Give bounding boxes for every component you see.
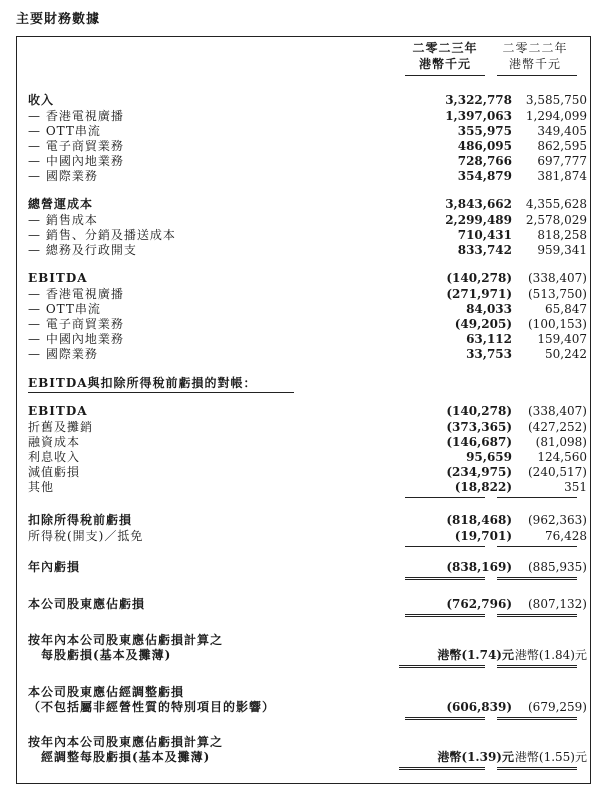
- value-current: (838,169): [446, 560, 512, 574]
- value-current: 33,753: [466, 347, 512, 361]
- value-current: (818,468): [446, 513, 512, 527]
- value-prior: 381,874: [537, 169, 587, 183]
- row-label: — 總務及行政開支: [28, 243, 137, 257]
- table-row: [28, 479, 587, 495]
- value-prior: (81,098): [535, 435, 587, 449]
- row-label: — 香港電視廣播: [28, 109, 124, 123]
- column-header-prior: [492, 40, 578, 72]
- value-current: 354,879: [457, 169, 512, 183]
- subtotal-rule-current: [405, 497, 485, 498]
- value-current: 3,843,662: [445, 197, 512, 211]
- value-prior: 3,585,750: [525, 93, 587, 107]
- subtotal-rule-prior: [497, 546, 577, 547]
- table-row: [28, 153, 587, 169]
- value-current: 728,766: [457, 154, 512, 168]
- value-current: 港幣(1.74)元: [437, 648, 514, 662]
- table-row: [28, 196, 587, 212]
- row-label: 折舊及攤銷: [28, 420, 94, 434]
- table-row: [28, 749, 587, 765]
- value-current: (234,975): [446, 465, 512, 479]
- row-label: 扣除所得稅前虧損: [28, 513, 133, 527]
- value-prior: (427,252): [528, 420, 587, 434]
- table-row: [28, 270, 587, 286]
- table-row: [28, 684, 587, 700]
- value-current: (140,278): [446, 404, 512, 418]
- table-row: [28, 512, 587, 528]
- value-prior: 697,777: [537, 154, 587, 168]
- value-current: 2,299,489: [445, 213, 512, 227]
- table-row: [28, 699, 587, 715]
- value-prior: 港幣(1.55)元: [514, 750, 587, 764]
- table-row: [28, 559, 587, 575]
- value-current: (18,822): [454, 480, 512, 494]
- row-label: 其他: [28, 480, 55, 494]
- value-current: 95,659: [466, 450, 512, 464]
- table-row: [28, 528, 587, 544]
- value-current: 710,431: [457, 228, 512, 242]
- value-current: (606,839): [446, 700, 512, 714]
- value-current: 833,742: [457, 243, 512, 257]
- table-row: [28, 108, 587, 124]
- value-prior: 351: [564, 480, 587, 494]
- value-prior: (679,259): [528, 700, 587, 714]
- table-row: [28, 138, 587, 154]
- table-row: [28, 464, 587, 480]
- total-double-rule-prior: [497, 577, 577, 580]
- table-row: [28, 212, 587, 228]
- column-header-prior-year: 二零二二年: [502, 41, 568, 55]
- row-label: EBITDA與扣除所得稅前虧損的對帳：: [28, 376, 257, 390]
- table-row: [28, 242, 587, 258]
- value-prior: (962,363): [528, 513, 587, 527]
- value-current: (271,971): [446, 287, 512, 301]
- section-heading: [28, 375, 587, 391]
- value-current: 1,397,063: [445, 109, 512, 123]
- table-row: [28, 596, 587, 612]
- value-current: (49,205): [454, 317, 512, 331]
- table-row: [28, 301, 587, 317]
- value-current: 3,322,778: [445, 93, 512, 107]
- row-label: — OTT串流: [28, 302, 101, 316]
- header-rule-prior: [497, 75, 577, 76]
- row-label: 按年內本公司股東應佔虧損計算之: [28, 633, 224, 647]
- table-row: [28, 227, 587, 243]
- value-prior: 4,355,628: [525, 197, 587, 211]
- table-row: [28, 123, 587, 139]
- value-prior: (100,153): [528, 317, 587, 331]
- row-label: 本公司股東應佔經調整虧損: [28, 685, 185, 699]
- table-row: [28, 331, 587, 347]
- row-label: 所得稅(開支)／抵免: [28, 529, 144, 543]
- value-prior: (885,935): [528, 560, 587, 574]
- value-prior: 港幣(1.84)元: [514, 648, 587, 662]
- value-prior: 862,595: [537, 139, 587, 153]
- table-row: [28, 168, 587, 184]
- row-label: — 香港電視廣播: [28, 287, 124, 301]
- row-label: 按年內本公司股東應佔虧損計算之: [28, 735, 224, 749]
- row-label: 收入: [28, 93, 55, 107]
- value-prior: 124,560: [537, 450, 587, 464]
- column-header-current: [402, 40, 488, 72]
- section-heading-underline: [28, 392, 294, 393]
- row-label: 減值虧損: [28, 465, 81, 479]
- value-current: 84,033: [466, 302, 512, 316]
- table-row: [28, 346, 587, 362]
- value-prior: 159,407: [537, 332, 587, 346]
- value-prior: 818,258: [537, 228, 587, 242]
- row-label: — OTT串流: [28, 124, 101, 138]
- value-current: 486,095: [457, 139, 512, 153]
- subtotal-rule-prior: [497, 497, 577, 498]
- table-row: [28, 403, 587, 419]
- value-prior: 349,405: [537, 124, 587, 138]
- table-row: [28, 286, 587, 302]
- value-prior: 1,294,099: [525, 109, 587, 123]
- row-label: 本公司股東應佔虧損: [28, 597, 146, 611]
- row-label: 融資成本: [28, 435, 81, 449]
- row-label: 每股虧損(基本及攤薄): [28, 648, 172, 662]
- value-current: (140,278): [446, 271, 512, 285]
- row-label: EBITDA: [28, 271, 88, 285]
- page-title: 主要財務數據: [16, 12, 101, 27]
- value-prior: (513,750): [528, 287, 587, 301]
- total-double-rule-prior: [497, 665, 577, 668]
- value-current: (146,687): [446, 435, 512, 449]
- value-prior: (338,407): [528, 404, 587, 418]
- value-prior: (240,517): [528, 465, 587, 479]
- table-row: [28, 92, 587, 108]
- column-header-current-year: 二零二三年: [412, 41, 478, 55]
- row-label: 利息收入: [28, 450, 81, 464]
- row-label: — 中國內地業務: [28, 332, 124, 346]
- row-label: 經調整每股虧損(基本及攤薄): [28, 750, 211, 764]
- table-row: [28, 419, 587, 435]
- table-row: [28, 734, 587, 750]
- row-label: — 銷售、分銷及播送成本: [28, 228, 176, 242]
- subtotal-rule-current: [405, 546, 485, 547]
- value-prior: 959,341: [537, 243, 587, 257]
- value-prior: 50,242: [545, 347, 587, 361]
- header-rule-current: [405, 75, 485, 76]
- total-double-rule-prior: [497, 717, 577, 720]
- row-label: 總營運成本: [28, 197, 94, 211]
- table-row: [28, 632, 587, 648]
- value-prior: (338,407): [528, 271, 587, 285]
- row-label: — 電子商貿業務: [28, 317, 124, 331]
- value-prior: 65,847: [545, 302, 587, 316]
- table-row: [28, 449, 587, 465]
- value-current: 355,975: [457, 124, 512, 138]
- row-label: — 中國內地業務: [28, 154, 124, 168]
- value-prior: 2,578,029: [525, 213, 587, 227]
- value-current: (762,796): [446, 597, 512, 611]
- row-label: EBITDA: [28, 404, 88, 418]
- value-current: 港幣(1.39)元: [437, 750, 514, 764]
- table-row: [28, 434, 587, 450]
- value-current: 63,112: [466, 332, 512, 346]
- total-double-rule-current: [405, 577, 485, 580]
- row-label: — 銷售成本: [28, 213, 98, 227]
- total-double-rule-prior: [497, 614, 577, 617]
- table-row: [28, 316, 587, 332]
- value-current: (373,365): [446, 420, 512, 434]
- column-header-current-unit: 港幣千元: [418, 57, 471, 71]
- total-double-rule-current: [405, 614, 485, 617]
- value-prior: 76,428: [545, 529, 587, 543]
- row-label: — 國際業務: [28, 347, 98, 361]
- total-double-rule-current: [399, 767, 485, 770]
- value-current: (19,701): [454, 529, 512, 543]
- total-double-rule-prior: [497, 767, 577, 770]
- column-header-prior-unit: 港幣千元: [508, 57, 561, 71]
- row-label: — 電子商貿業務: [28, 139, 124, 153]
- total-double-rule-current: [405, 717, 485, 720]
- total-double-rule-current: [399, 665, 485, 668]
- row-label: （不包括屬非經營性質的特別項目的影響）: [28, 700, 276, 714]
- value-prior: (807,132): [528, 597, 587, 611]
- row-label: 年內虧損: [28, 560, 81, 574]
- table-row: [28, 647, 587, 663]
- row-label: — 國際業務: [28, 169, 98, 183]
